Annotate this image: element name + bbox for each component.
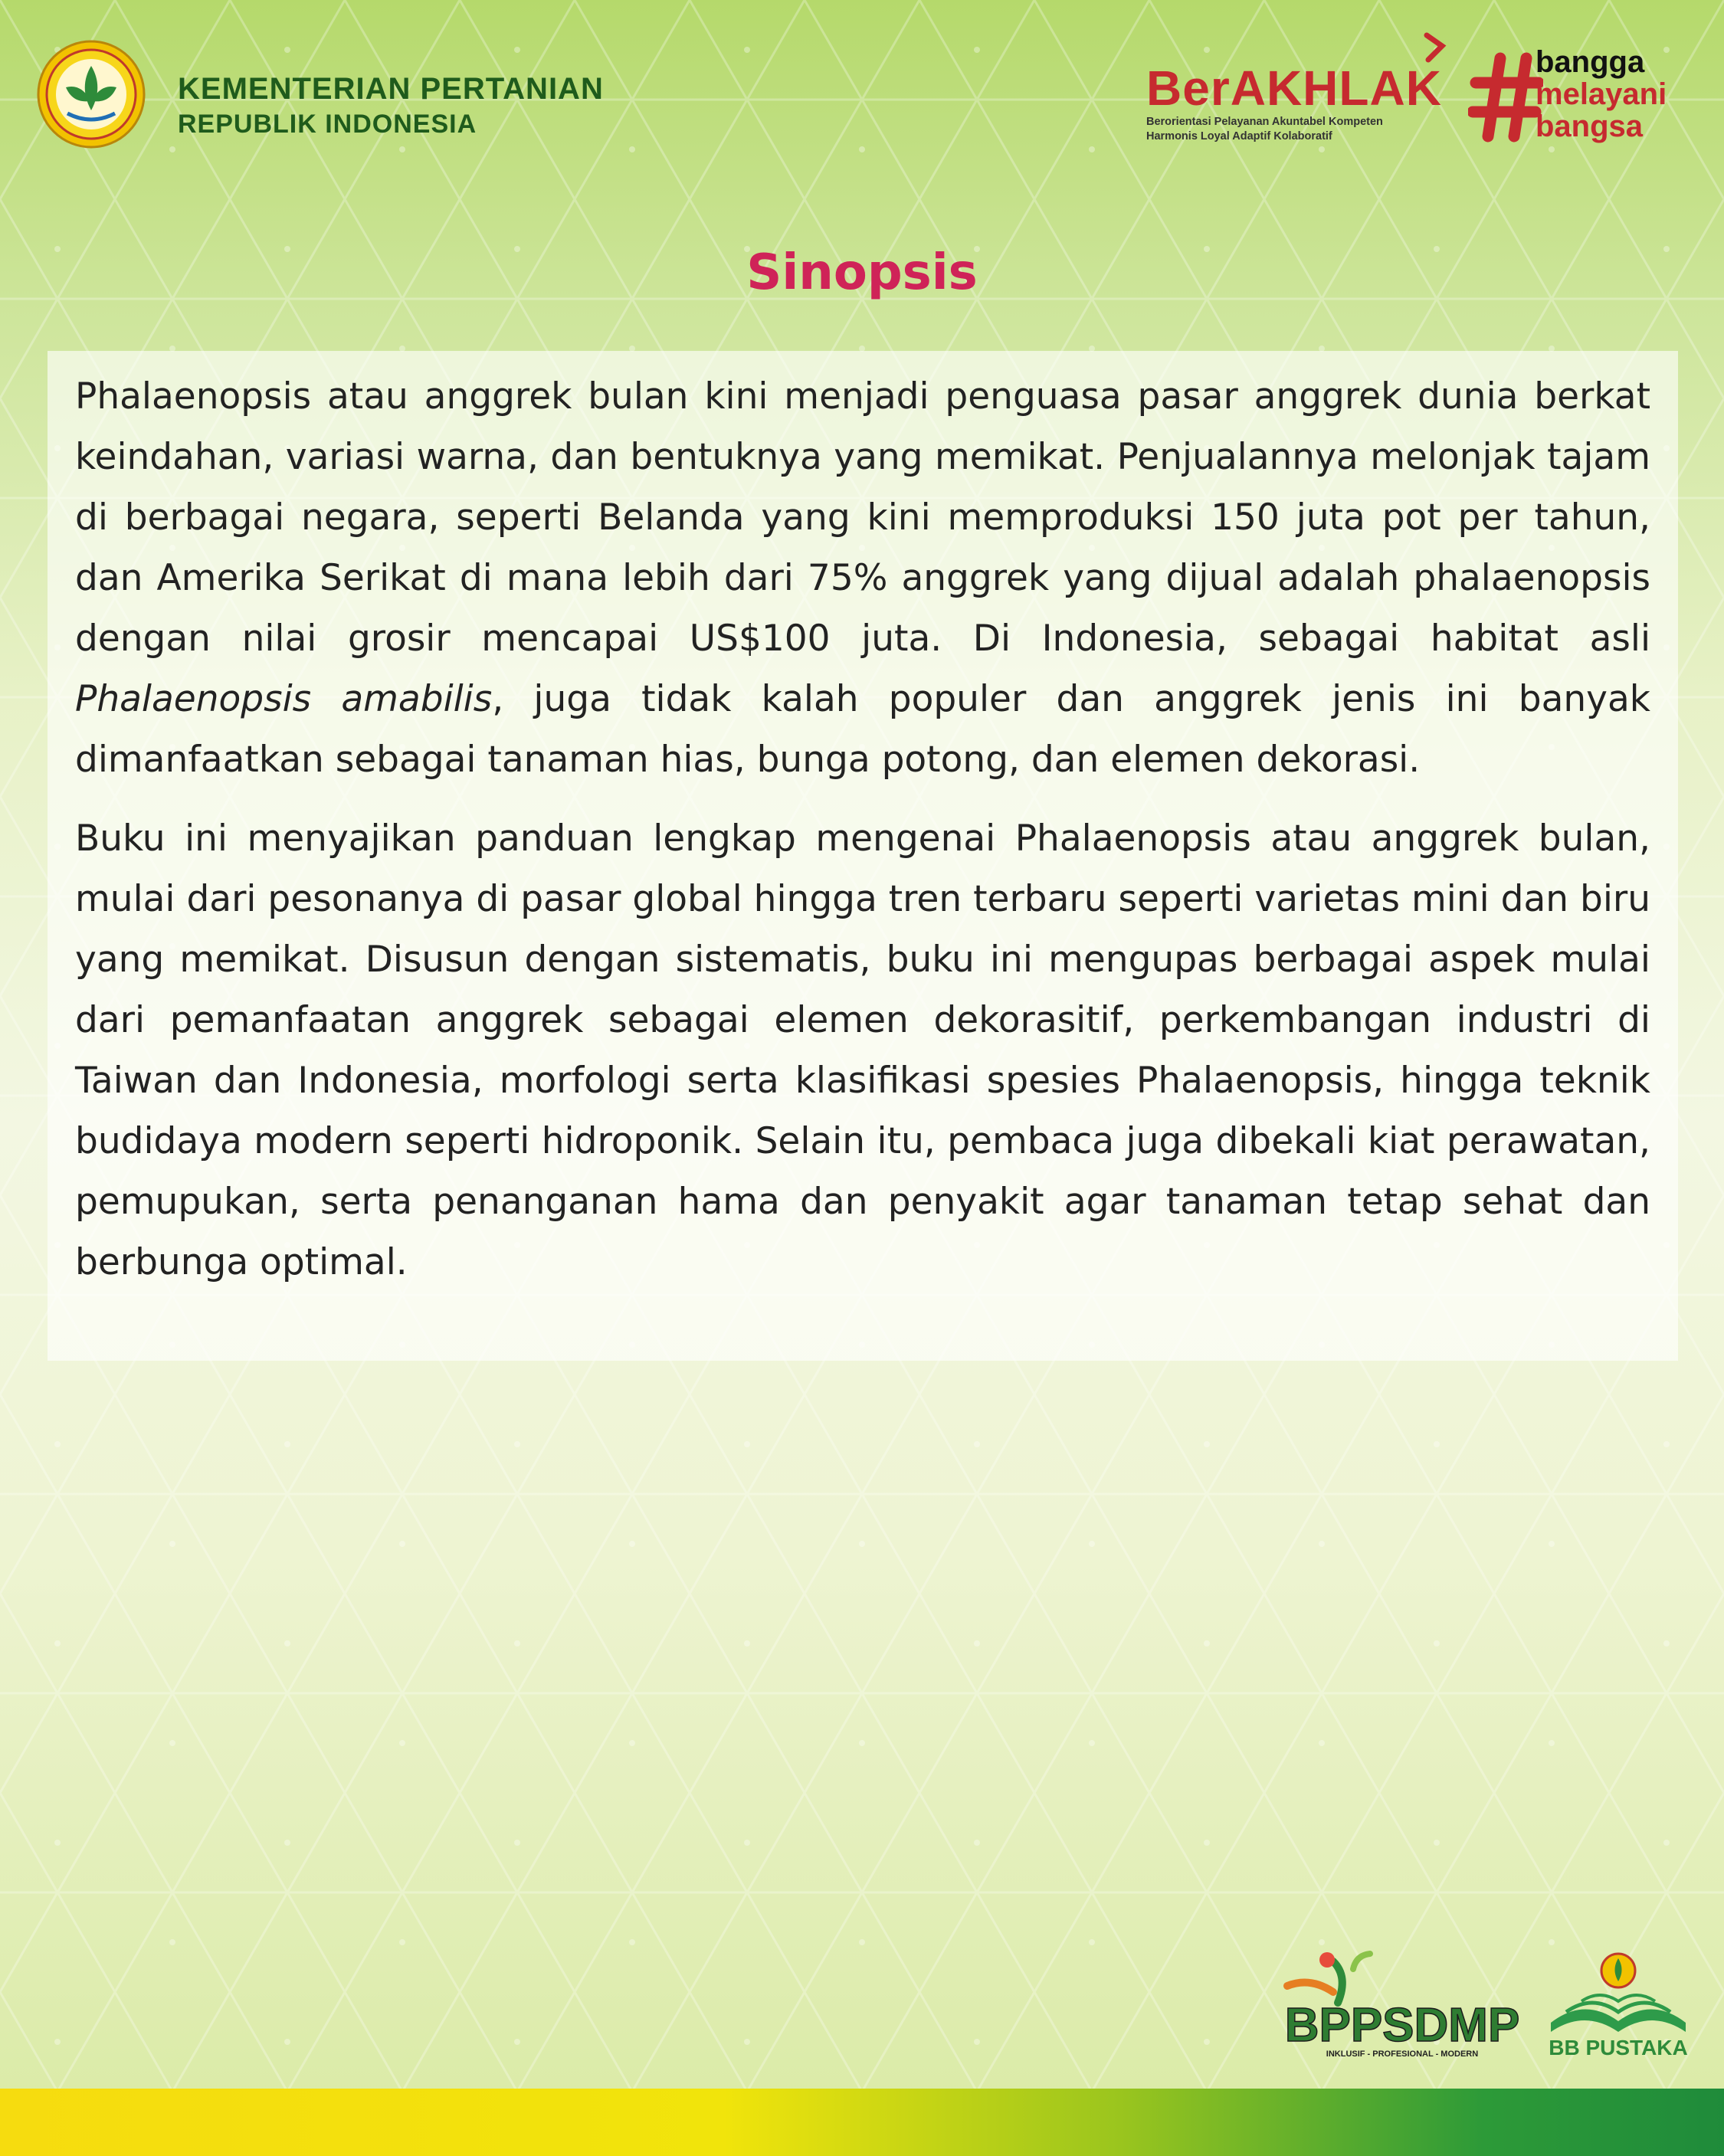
berakhlak-chevron-icon (1422, 32, 1450, 63)
slogan-line-1: bangga (1536, 45, 1645, 79)
bppsdmp-logo (1280, 1946, 1525, 2061)
ministry-emblem-logo (37, 40, 146, 149)
berakhlak-values-line2: Harmonis Loyal Adaptif Kolaboratif (1146, 130, 1332, 143)
species-name-italic: Phalaenopsis amabilis (75, 678, 493, 720)
slogan-line-2: melayani (1536, 77, 1667, 111)
bppsdmp-name: BPPSDMP (1284, 1999, 1520, 2052)
ministry-name: KEMENTERIAN PERTANIAN (178, 72, 604, 106)
paragraph-1-text-end: , juga tidak kalah populer dan anggrek jenis ini banyak dimanfaatkan sebagai tanaman hias, bunga potong, dan elemen dekorasi. (75, 678, 1650, 781)
berakhlak-logo (1146, 61, 1453, 153)
bb-pustaka-logo (1536, 1946, 1701, 2061)
synopsis-paragraph-2: Buku ini menyajikan panduan lengkap mengenai Phalaenopsis atau anggrek bulan, mulai dari pesonanya di pasar global hingga tren terbaru seperti varietas mini dan biru yang memikat. Disusun dengan sistematis, buku ini mengupas berbagai aspek mulai dari pemanfaatan anggrek sebagai elemen dekorasitif, perkembangan industri di Taiwan dan Indonesia, morfologi serta klasifikasi spesies Phalaenopsis, hingga teknik budidaya modern seperti hidroponik. Selain itu, pembaca juga dibekali kiat perawatan, pemupukan, serta penanganan hama dan penyakit agar tanaman tetap sehat dan berbunga optimal. (75, 818, 1650, 1283)
ministry-country: REPUBLIK INDONESIA (178, 110, 477, 139)
slogan-line-3: bangsa (1536, 110, 1644, 143)
synopsis-panel (48, 351, 1678, 1361)
ministry-text-block (178, 70, 604, 141)
berakhlak-wordmark: BerAKHLAK (1146, 61, 1442, 116)
bb-pustaka-name: BB PUSTAKA (1549, 2036, 1688, 2059)
bottom-color-bar (0, 2089, 1724, 2156)
slogan-bangga-melayani-bangsa (1536, 46, 1667, 143)
bppsdmp-tagline: INKLUSIF - PROFESIONAL - MODERN (1326, 2050, 1479, 2059)
berakhlak-values-line1: Berorientasi Pelayanan Akuntabel Kompeten (1146, 116, 1383, 128)
paragraph-1-text-start: Phalaenopsis atau anggrek bulan kini menjadi penguasa pasar anggrek dunia berkat keindahan, variasi warna, dan bentuknya yang memikat. Penjualannya melonjak tajam di berbagai negara, seperti Belanda yang kini memproduksi 150 juta pot per tahun, dan Amerika Serikat di mana lebih dari 75% anggrek yang dijual adalah phalaenopsis dengan nilai grosir mencapai US$100 juta. Di Indonesia, sebagai habitat asli (75, 375, 1650, 660)
synopsis-paragraph-1 (75, 366, 1650, 790)
hashtag-icon (1468, 52, 1543, 143)
page-title: Sinopsis (746, 244, 978, 301)
